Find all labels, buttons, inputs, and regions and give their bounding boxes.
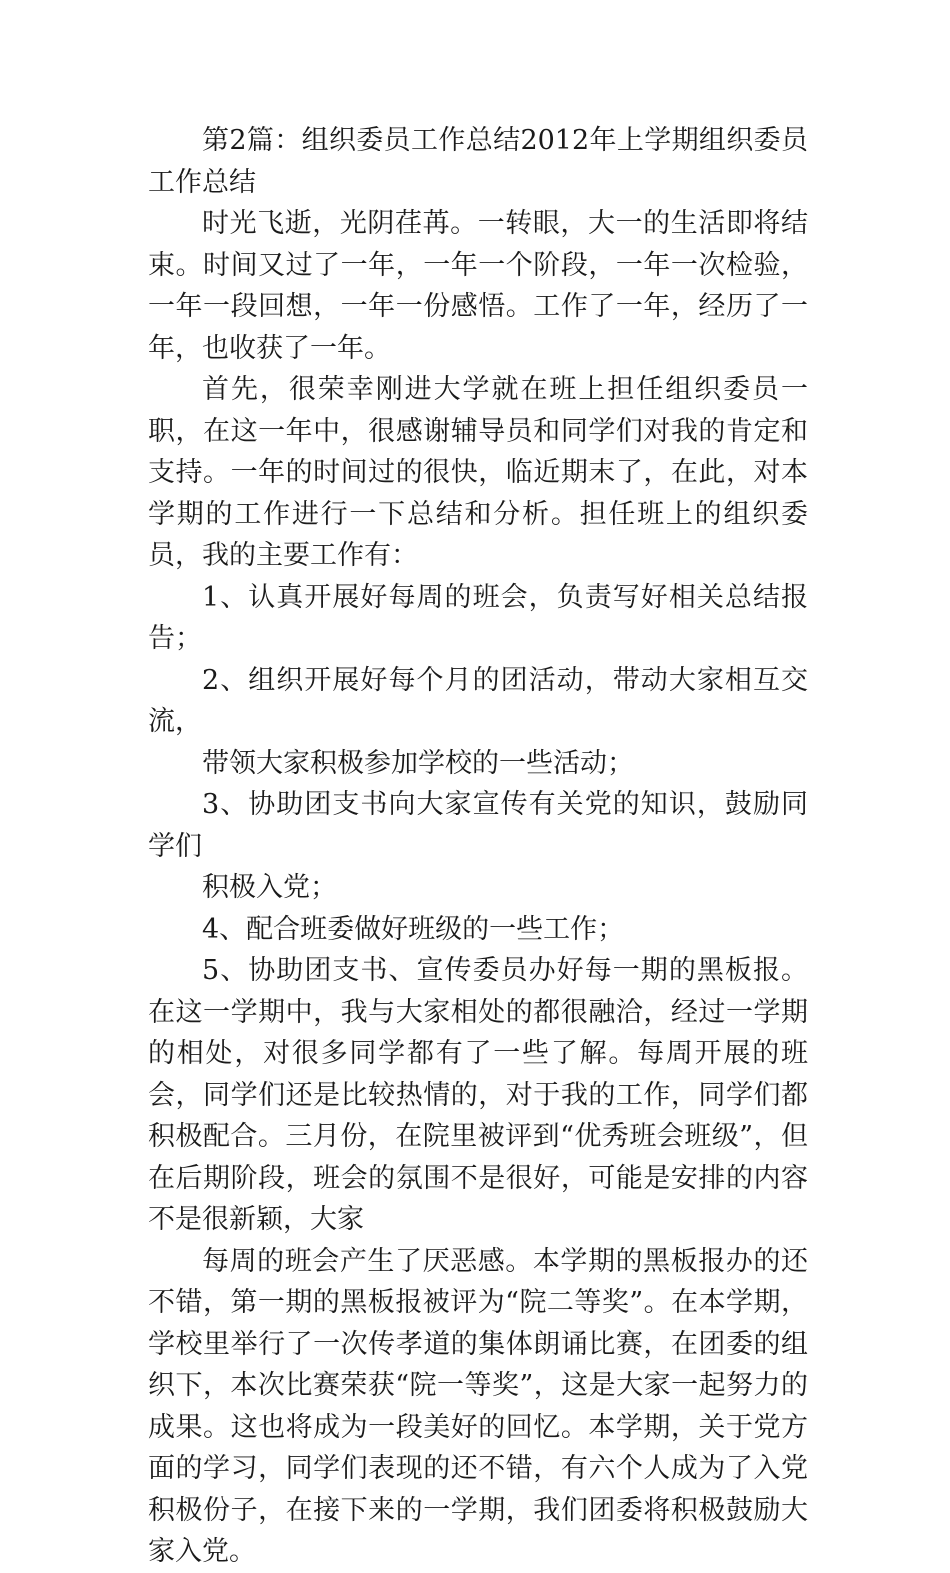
paragraph-results: 每周的班会产生了厌恶感。本学期的黑板报办的还不错，第一期的黑板报被评为“院二等奖”。在本学期，学校里举行了一次传孝道的集体朗诵比赛，在团委的组织下，本次比赛荣获“院一等奖”，这是大家一起努力的成果。这也将成为一段美好的回忆。本学期，关于党方面的学习，同学们表现的还不错，有六个人成为了入党积极份子，在接下来的一学期，我们团委将积极鼓励大家入党。 (148, 1245, 808, 1567)
paragraph-intro: 时光飞逝，光阴荏苒。一转眼，大一的生活即将结束。时间又过了一年，一年一个阶段，一年一次检验，一年一段回想，一年一份感悟。工作了一年，经历了一年，也收获了一年。 (148, 208, 808, 364)
paragraph-item-5: 5、协助团支书、宣传委员办好每一期的黑板报。在这一学期中，我与大家相处的都很融洽，经过一学期的相处，对很多同学都有了一些了解。每周开展的班会，同学们还是比较热情的，对于我的工作，同学们都积极配合。三月份，在院里被评到“优秀班会班级”，但在后期阶段，班会的氛围不是很好，可能是安排的内容不是很新颖，大家 (148, 955, 808, 1235)
document-body (148, 120, 808, 1573)
list-item-1: 1、认真开展好每周的班会，负责写好相关总结报告； (148, 581, 808, 654)
list-item-2: 2、组织开展好每个月的团活动，带动大家相互交流， (148, 664, 808, 737)
list-item-3: 3、协助团支书向大家宣传有关党的知识，鼓励同学们 (148, 789, 808, 862)
list-item-2-continuation: 带领大家积极参加学校的一些活动； (202, 747, 634, 779)
document-title: 第2篇：组织委员工作总结2012年上学期组织委员工作总结 (148, 125, 808, 198)
paragraph-duties: 首先，很荣幸刚进大学就在班上担任组织委员一职，在这一年中，很感谢辅导员和同学们对我的肯定和支持。一年的时间过的很快，临近期末了，在此，对本学期的工作进行一下总结和分析。担任班上的组织委员，我的主要工作有： (148, 374, 808, 571)
list-item-3-continuation: 积极入党； (202, 872, 337, 903)
list-item-4: 4、配合班委做好班级的一些工作； (202, 913, 625, 945)
